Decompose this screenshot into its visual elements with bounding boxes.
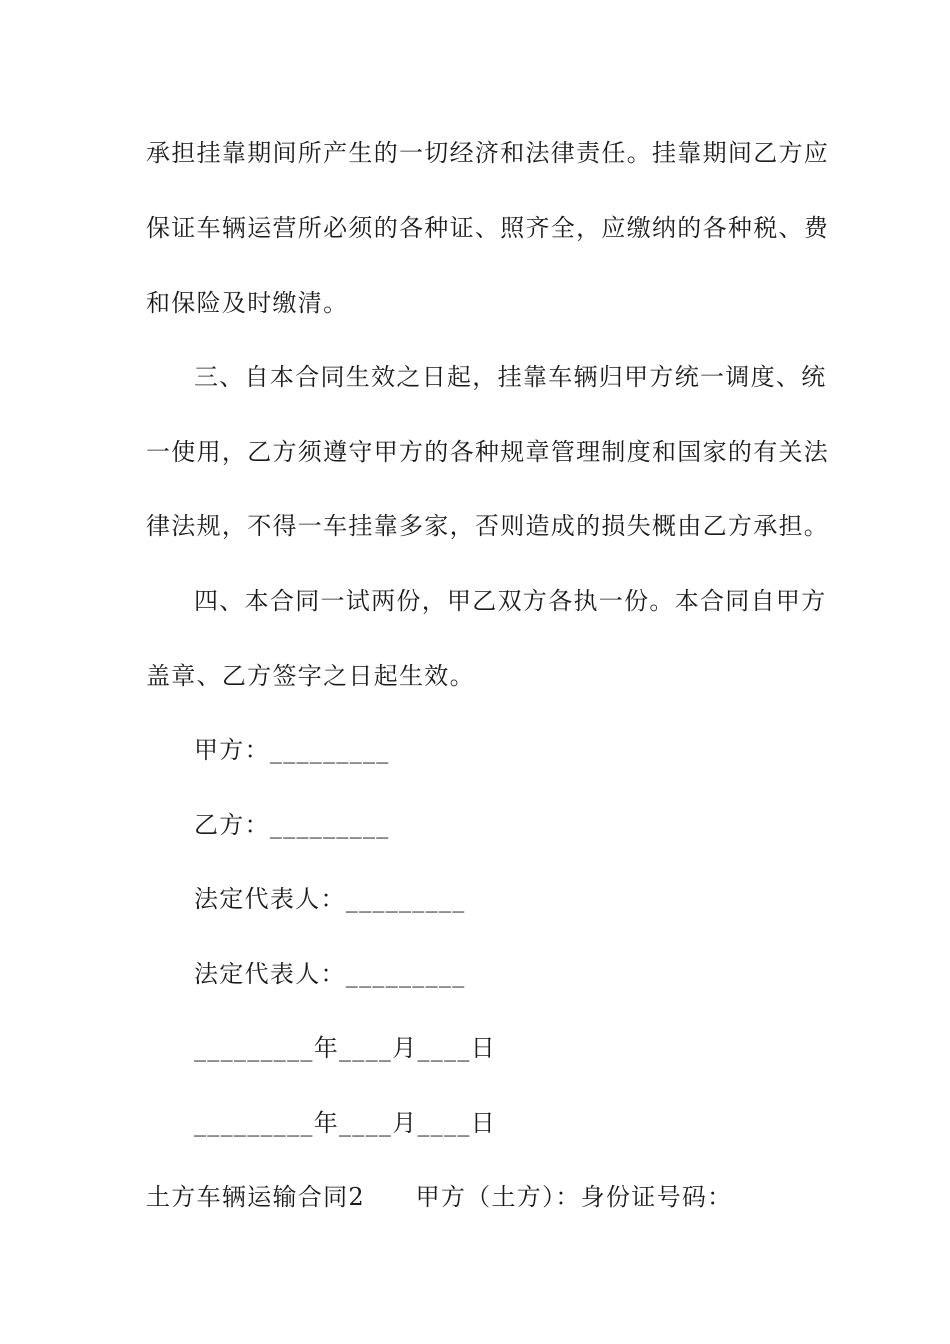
legal-rep-signature-b: 法定代表人：_________ [194, 960, 466, 988]
paragraph-line: 和保险及时缴清。 [146, 289, 349, 317]
date-line-a: _________年____月____日 [194, 1034, 496, 1062]
party-b-signature: 乙方：_________ [194, 811, 390, 839]
paragraph-line: 承担挂靠期间所产生的一切经济和法律责任。挂靠期间乙方应 [146, 139, 830, 167]
clause-four-line: 四、本合同一试两份，甲乙双方各执一份。本合同自甲方 [194, 587, 827, 615]
party-a-signature: 甲方：_________ [194, 736, 390, 764]
paragraph-line: 一使用，乙方须遵守甲方的各种规章管理制度和国家的有关法 [146, 438, 830, 466]
clause-three-line: 三、自本合同生效之日起，挂靠车辆归甲方统一调度、统 [194, 363, 827, 391]
paragraph-line: 盖章、乙方签字之日起生效。 [146, 662, 475, 690]
paragraph-line: 律法规，不得一车挂靠多家，否则造成的损失概由乙方承担。 [146, 512, 830, 540]
legal-rep-signature-a: 法定代表人：_________ [194, 885, 466, 913]
date-line-b: _________年____月____日 [194, 1109, 496, 1137]
next-contract-heading: 土方车辆运输合同2 甲方（土方）：身份证号码： [146, 1183, 733, 1211]
paragraph-line: 保证车辆运营所必须的各种证、照齐全，应缴纳的各种税、费 [146, 214, 830, 242]
